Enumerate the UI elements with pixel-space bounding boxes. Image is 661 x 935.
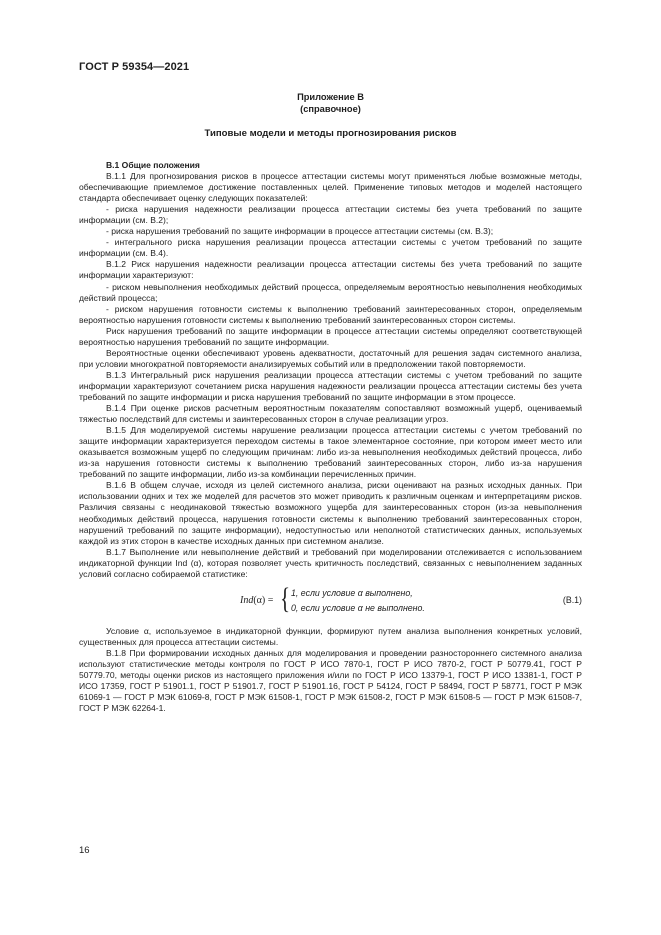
- annex-heading: Типовые модели и методы прогнозирования рисков: [204, 128, 457, 139]
- list-item: - риском невыполнения необходимых действий процесса, определяемым вероятностью невыполнения необходимых действий процесса;: [79, 281, 582, 303]
- formula-lhs: [240, 595, 273, 606]
- formula-case-true: 1, если условие α выполнено,: [291, 587, 413, 598]
- standard-header: ГОСТ Р 59354—2021: [79, 61, 190, 73]
- formula-brace: {: [280, 581, 291, 615]
- paragraph: Вероятностные оценки обеспечивают уровень адекватности, достаточный для решения задач системного анализа, при условии многократной повторяемости анализируемых событий или в предположении такой повторяемости.: [79, 347, 582, 369]
- annex-type: (справочное): [300, 104, 361, 114]
- paragraph: В.1.5 Для моделируемой системы нарушение реализации процесса аттестации системы с учетом требований по защите информации характеризуется переходом системы в такое элементарное состояние, при котором имеет место или оказывается возможным ущерб по следующим причинам: либо из-за невыполнения необходимых действий процесса, либо из-за нарушения готовности системы к выполнению требований заинтересованных сторон, либо из-за нарушения требований по защите информации, либо из-за комбинации перечисленных причин.: [79, 425, 582, 480]
- document-body: [79, 160, 582, 714]
- paragraph: В.1.8 При формировании исходных данных для моделирования и проведении разностороннего системного анализа используют статистические методы контроля по ГОСТ Р ИСО 7870-1, ГОСТ Р ИСО 7870-2, ГОСТ Р 50779.41, ГОСТ Р 50779.70, методы оценки рисков из настоящего приложения и/или по ГОСТ Р ИСО 13379-1, ГОСТ Р ИСО 13381-1, ГОСТ Р ИСО 17359, ГОСТ Р 51901.1, ГОСТ Р 51901.7, ГОСТ Р 51901.16, ГОСТ Р 54124, ГОСТ Р 58494, ГОСТ Р 58771, ГОСТ Р МЭК 61069-1 — ГОСТ Р МЭК 61069-8, ГОСТ Р МЭК 61508-1, ГОСТ Р МЭК 61508-2, ГОСТ Р МЭК 61508-5 — ГОСТ Р МЭК 61508-7, ГОСТ Р МЭК 62264-1.: [79, 647, 582, 714]
- formula-case-false: 0, если условие α не выполнено.: [291, 602, 425, 613]
- formula-number: (В.1): [562, 594, 582, 605]
- paragraph: В.1.7 Выполнение или невыполнение действий и требований при моделировании отслеживается с использованием индикаторной функции Ind (α), которая позволяет учесть критичность последствий, связанных с невыполнением заданных условий согласно собираемой статистике:: [79, 546, 582, 579]
- list-item: - риска нарушения надежности реализации процесса аттестации системы без учета требований по защите информации (см. В.2);: [79, 204, 582, 226]
- paragraph: В.1.3 Интегральный риск нарушения реализации процесса аттестации системы с учетом требований по защите информации характеризуют сочетанием риска нарушения надежности реализации процесса аттестации системы без учета требований по защите информации и риска нарушения требований по защите информации в этом процессе.: [79, 369, 582, 402]
- annex-title: Приложение В: [297, 92, 364, 102]
- formula-function-name: Ind: [240, 594, 254, 606]
- paragraph: В.1.6 В общем случае, исходя из целей системного анализа, риски оценивают на разных исходных данных. При использовании одних и тех же моделей для расчетов это может приводить к различным оценкам и интерпретациям рисков. Различия связаны с неодинаковой тяжестью возможного ущерба для заинтересованных сторон (из-за невыполнения необходимых действий процесса, нарушения готовности системы к выполнению требований заинтересованных сторон, нарушений требований по защите информации), недоступностью или неполнотой статистических данных, используемых каждой из этих сторон в качестве исходных данных при системном анализе.: [79, 480, 582, 546]
- paragraph: Риск нарушения требований по защите информации в процессе аттестации системы определяют соответствующей вероятностью нарушения требований по защите информации.: [79, 325, 582, 347]
- formula-argument: (α) =: [253, 594, 274, 606]
- paragraph: В.1.2 Риск нарушения надежности реализации процесса аттестации системы без учета требований по защите информации характеризуют:: [79, 259, 582, 281]
- paragraph: В.1.1 Для прогнозирования рисков в процессе аттестации системы могут применяться любые возможные методы, обеспечивающие приемлемое достижение поставленных целей. Применение типовых методов и моделей настоящего стандарта обеспечивает оценку следующих показателей:: [79, 171, 582, 204]
- page-number: 16: [79, 845, 90, 856]
- indicator-formula: [79, 581, 582, 619]
- paragraph: Условие α, используемое в индикаторной функции, формируют путем анализа выполнения конкретных условий, существенных для процесса аттестации системы.: [79, 625, 582, 647]
- list-item: - риска нарушения требований по защите информации в процессе аттестации системы (см. В.3);: [106, 226, 494, 237]
- paragraph: В.1.4 При оценке рисков расчетным вероятностным показателям сопоставляют возможный ущерб, оцениваемый тяжестью последствий для системы и заинтересованных сторон в случае реализации угроз.: [79, 403, 582, 425]
- list-item: - риском нарушения готовности системы к выполнению требований заинтересованных сторон, определяемым вероятностью нарушения готовности системы к выполнению требований заинтересованных сторон системы.: [79, 303, 582, 325]
- list-item: - интегрального риска нарушения реализации процесса аттестации системы с учетом требований по защите информации (см. В.4).: [79, 237, 582, 259]
- section-title: В.1 Общие положения: [106, 160, 200, 170]
